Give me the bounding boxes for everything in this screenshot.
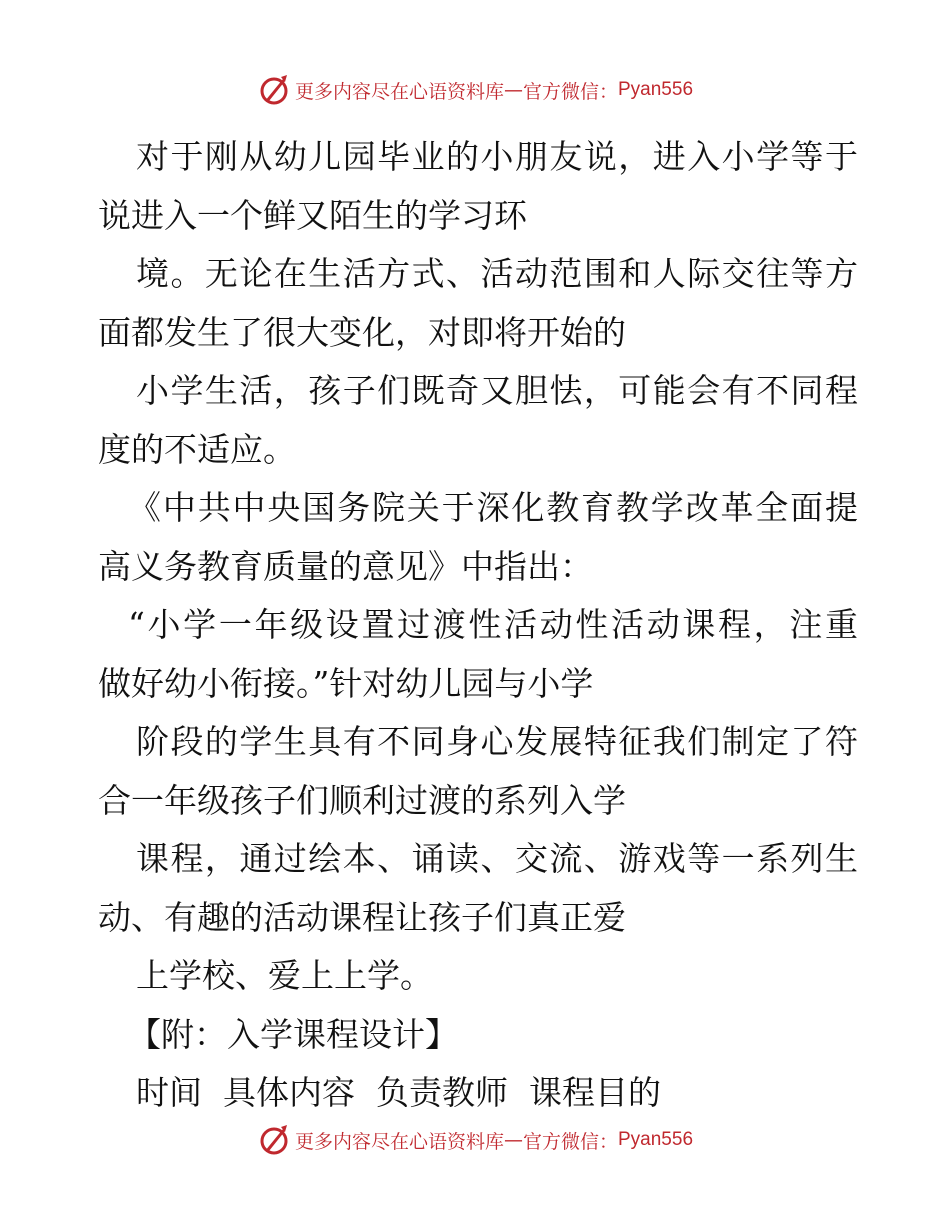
body-line-5: 小学生活，孩子们既奇又胆怯，可能会有不同程 bbox=[136, 371, 858, 410]
body-line-13: 课程，通过绘本、诵读、交流、游戏等一系列生 bbox=[136, 839, 858, 878]
table-header-line: 时间 具体内容 负责教师 课程目的 bbox=[136, 1073, 661, 1112]
body-line-9: “小学一年级设置过渡性活动性活动课程，注重 bbox=[128, 605, 858, 644]
body-line-4: 面都发生了很大变化，对即将开始的 bbox=[98, 312, 626, 352]
footer-suffix-text: 官方微信： bbox=[522, 1130, 618, 1153]
body-line-14: 动、有趣的活动课程让孩子们真正爱 bbox=[98, 897, 626, 937]
quill-logo-icon bbox=[257, 73, 291, 107]
body-line-3: 境。无论在生活方式、活动范围和人际交往等方 bbox=[136, 254, 858, 293]
header-suffix-text: 官方微信： bbox=[522, 80, 618, 103]
attachment-heading: 【附：入学课程设计】 bbox=[128, 1014, 458, 1054]
quill-logo-icon bbox=[257, 1123, 291, 1157]
body-line-8: 高义务教育质量的意见》中指出： bbox=[98, 546, 593, 586]
header-brand-text: 更多内容尽在心语资料库 bbox=[294, 80, 504, 103]
body-line-7: 《中共中央国务院关于深化教育教学改革全面提 bbox=[128, 488, 858, 527]
body-line-1: 对于刚从幼儿园毕业的小朋友说，进入小学等于 bbox=[136, 137, 858, 176]
footer-wechat-id: Pyan556 bbox=[618, 1129, 694, 1150]
body-line-2: 说进入一个鲜又陌生的学习环 bbox=[98, 195, 527, 235]
header-separator: — bbox=[503, 79, 523, 101]
footer-watermark bbox=[0, 1120, 950, 1160]
document-body bbox=[98, 128, 858, 1123]
header-watermark bbox=[0, 70, 950, 110]
body-line-15: 上学校、爱上上学。 bbox=[136, 956, 433, 995]
body-line-10: 做好幼小衔接。”针对幼儿园与小学 bbox=[98, 663, 594, 703]
footer-brand-text: 更多内容尽在心语资料库 bbox=[294, 1130, 504, 1153]
footer-separator: — bbox=[503, 1129, 523, 1151]
body-line-11: 阶段的学生具有不同身心发展特征我们制定了符 bbox=[136, 722, 858, 761]
header-wechat-id: Pyan556 bbox=[618, 79, 694, 100]
body-line-12: 合一年级孩子们顺利过渡的系列入学 bbox=[98, 780, 626, 820]
body-line-6: 度的不适应。 bbox=[98, 429, 296, 469]
